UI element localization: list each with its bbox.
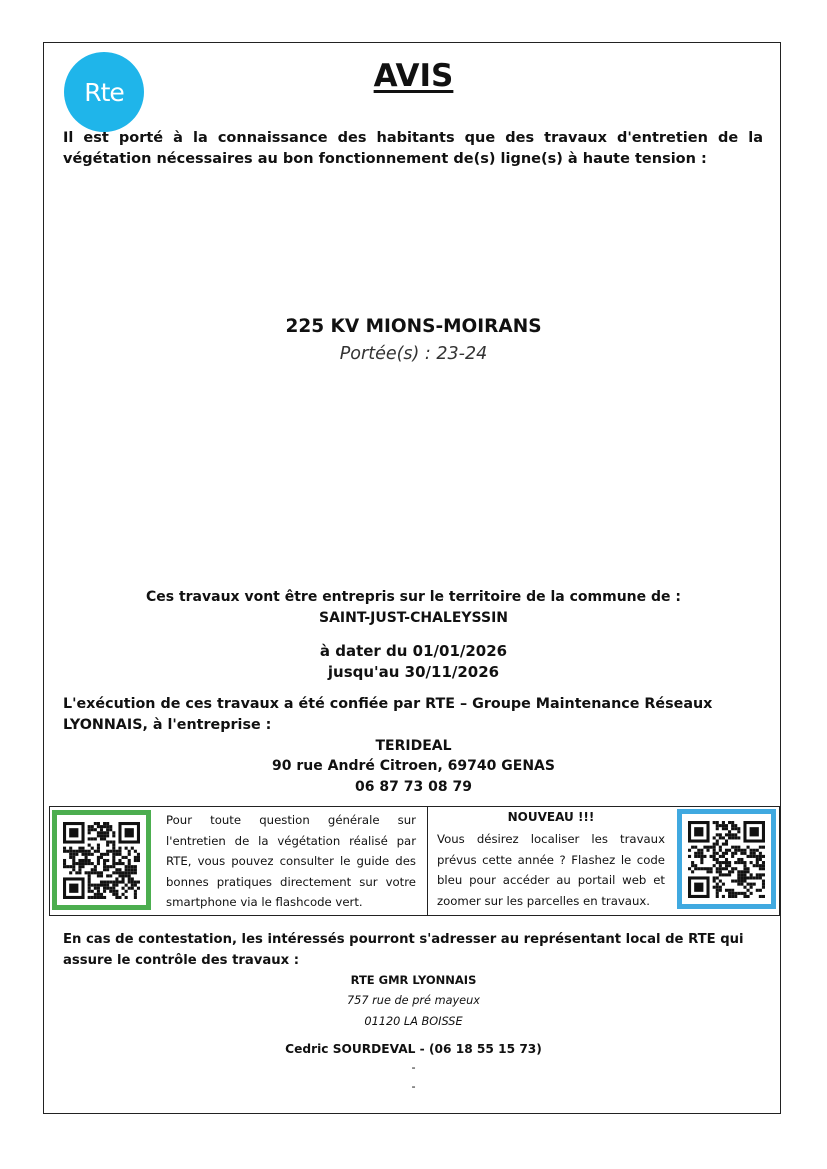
execution-text: L'exécution de ces travaux a été confiée par RTE – Groupe Maintenance Réseaux LYONNAIS, à l'entreprise : — [63, 696, 713, 733]
power-line-spans: Portée(s) : 23-24 — [339, 344, 488, 364]
qr-box-divider — [427, 807, 428, 915]
contact-person: Cedric SOURDEVAL - (06 18 55 15 73) — [285, 1042, 542, 1056]
end-date: jusqu'au 30/11/2026 — [327, 663, 500, 681]
contact-org: RTE GMR LYONNAIS — [350, 973, 477, 987]
dash-2: - — [411, 1080, 416, 1093]
blue-qr-pattern — [688, 821, 765, 898]
commune-intro: Ces travaux vont être entrepris sur le territoire de la commune de : — [145, 589, 681, 605]
dash-1: - — [411, 1061, 416, 1074]
rte-logo-text: Rte — [84, 77, 124, 107]
power-line-name: 225 KV MIONS-MOIRANS — [285, 316, 542, 337]
company-phone: 06 87 73 08 79 — [355, 779, 472, 795]
qr-info-box — [49, 806, 780, 916]
intro-text: Il est porté à la connaissance des habitants que des travaux d'entretien de la végétation nécessaires au bon fonctionnement de(s) ligne(s) à haute tension : — [63, 130, 763, 167]
nouveau-heading: NOUVEAU !!! — [507, 810, 595, 824]
commune-name: SAINT-JUST-CHALEYSSIN — [318, 610, 509, 626]
start-date: à dater du 01/01/2026 — [319, 642, 508, 660]
blue-qr-code[interactable] — [677, 809, 776, 909]
company-name: TERIDEAL — [375, 738, 452, 754]
contact-city: 01120 LA BOISSE — [364, 1015, 463, 1028]
guide-info-text: Pour toute question générale sur l'entretien de la végétation réalisé par RTE, vous pouvez consulter le guide des bonnes pratiques directement sur votre smartphone via le flashcode vert. — [166, 813, 416, 909]
green-qr-code[interactable] — [52, 810, 151, 910]
contest-text: En cas de contestation, les intéressés pourront s'adresser au représentant local de RTE qui assure le contrôle des travaux : — [63, 932, 744, 968]
contact-street: 757 rue de pré mayeux — [347, 994, 480, 1007]
green-qr-pattern — [63, 822, 140, 899]
notice-title: AVIS — [373, 58, 454, 94]
portal-info-text: Vous désirez localiser les travaux prévus cette année ? Flashez le code bleu pour accéder au portail web et zoomer sur les parcelles en travaux. — [437, 832, 665, 908]
company-address: 90 rue André Citroen, 69740 GENAS — [272, 758, 555, 774]
